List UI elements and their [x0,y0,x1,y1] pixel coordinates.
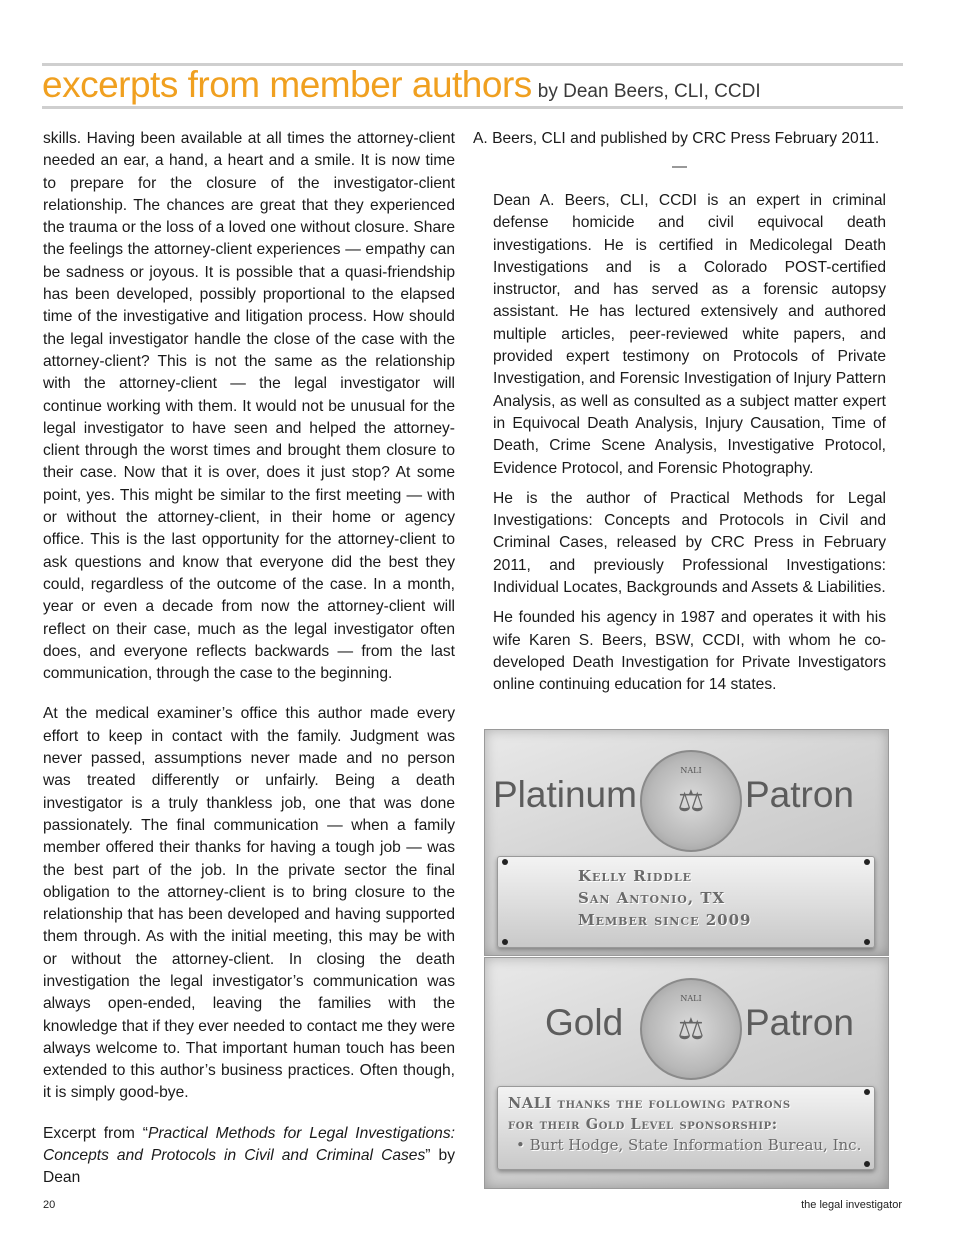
thanks-line-2: for their Gold Level sponsorship: [508,1116,778,1133]
page-header [42,64,903,106]
seal-label: NALI [680,994,702,1003]
rivet-icon [502,859,508,865]
sponsorship-text [508,1093,861,1156]
page-number: 20 [43,1199,56,1211]
platinum-word: Platinum [493,774,637,815]
paragraph-closure: skills. Having been available at all times the attorney-client needed an ear, a hand, a heart and a smile. It is now time to prepare for the closure of the investigator-client relationship. The chances are great that they experienced the trauma or the loss of a loved one without closure. Share the feelings the attorney-client experiences — empathy can be sadness or joyous. It is possible that a quasi-friendship has been developed, possibly proportional to the elapsed time of the investigative and litigation process. How should the legal investigator handle the close of the case with the attorney-client? This is not the same as the relationship with the attorney-client — the legal investigator will continue working with them. It would not be unusual for the legal investigator to have seen and helped the attorney-client through the worst times and brought them closure to their case. Now that it is over, does it just stop? At some point, yes. This might be similar to the first meeting — with or without the attorney-client, in their home or agency office. This is the last opportunity for the attorney-client to ask questions and know that everyone did the best they could, regardless of the outcome of the case. In a month, year or even a decade from now the attorney-client will reflect on their case, much as the legal investigator often does, and everyone reflects backwards — from the last communication, through the case to the beginning. [43,130,455,683]
patron-word: Patron [745,774,855,815]
citation-continuation: A. Beers, CLI and published by CRC Press February 2011. [473,130,880,147]
rivet-icon [864,859,870,865]
bio-paragraph-3: He founded his agency in 1987 and operates it with his wife Karen S. Beers, BSW, CCDI, with whom he co-developed Death Investigation for Private Investigators online continuing education for 14 states. [493,609,886,694]
section-title: excerpts from member authors [42,64,532,105]
excerpt-citation [43,1123,455,1190]
patron-member-since: Member since 2009 [578,911,752,929]
book-title: Practical Methods for Legal Investigations: Concepts and Protocols in Civil and Criminal Cases [43,1124,455,1165]
rivet-icon [864,1089,870,1095]
gold-word: Gold [545,1002,624,1043]
bio-paragraph-1: Dean A. Beers, CLI, CCDI is an expert in criminal defense homicide and civil equivocal death investigations. He is certified in Medicolegal Death Investigations and is a Colorado POST-certified instructor, and has served as a forensic autopsy assistant. He has lectured extensively and authored multiple articles, peer-reviewed white papers, and provided expert testimony on Protocols of Private Investigation, and Forensic Investigation of Injury Pattern Analysis, as well as consulted as a subject matter expert in Equivocal Death Analysis, Injury Causation, Time of Death, Crime Scene Analysis, Investigative Protocol, Evidence Protocol, and Forensic Photography. [493,192,886,477]
platinum-patron-plaque [484,729,889,956]
platinum-nameplate [497,856,875,948]
gold-nameplate [497,1086,875,1170]
left-column [43,128,455,1190]
header-rule [42,106,903,109]
rivet-icon [864,1161,870,1167]
patron-location: San Antonio, TX [578,889,726,907]
author-byline: by Dean Beers, CLI, CCDI [537,81,761,102]
seal-label: NALI [680,766,702,775]
paragraph-medical-examiner: At the medical examiner’s office this author made every effort to keep in contact with the family. Judgment was never passed, assumptions never made and no person was treated differently or unfairly. Being a death investigator is a truly thankless job, one that was done passionately. The final communication — when a family member offered their thanks for having a tough job — was the best part of the job. In the private sector the final obligation to the attorney-client is to bring closure to the relationship that has been developed and having supported them through. As with the initial meeting, this may be with or without the attorney-client. In closing the death investigation the legal investigator’s communication was always open-ended, leaving the families with the knowledge that if they ever needed to contact me they were always welcome to. That important human touch has been extended to this author’s business practices. Often though, it is simply good-bye. [43,705,455,1102]
sponsor-name: Burt Hodge, State Information Bureau, Inc. [529,1136,862,1154]
nali-seal-icon [640,750,742,852]
patron-name: Kelly Riddle [578,867,693,885]
scales-of-justice-icon: ⚖ [677,785,705,818]
excerpt-suffix: ” by Dean [43,1147,455,1187]
gold-patron-plaque [484,957,889,1189]
publication-name: the legal investigator [801,1199,902,1211]
patron-word: Patron [745,1002,855,1043]
sponsor-item: • Burt Hodge, State Information Bureau, Inc. [516,1136,862,1154]
right-column [493,190,886,705]
separator-dash: — [672,158,687,175]
patron-details [578,865,751,931]
bio-paragraph-2: He is the author of Practical Methods for Legal Investigations: Concepts and Protocols in Civil and Criminal Cases, released by CRC Press in February 2011, and previously Professional Investigations: Individual Locates, Backgrounds and Assets & Liabilities. [493,489,886,597]
thanks-line-1: NALI thanks the following patrons [508,1095,791,1112]
nali-seal-icon [640,978,742,1080]
excerpt-prefix: Excerpt from “ [43,1124,148,1142]
scales-of-justice-icon: ⚖ [677,1013,705,1046]
rivet-icon [502,939,508,945]
rivet-icon [864,939,870,945]
